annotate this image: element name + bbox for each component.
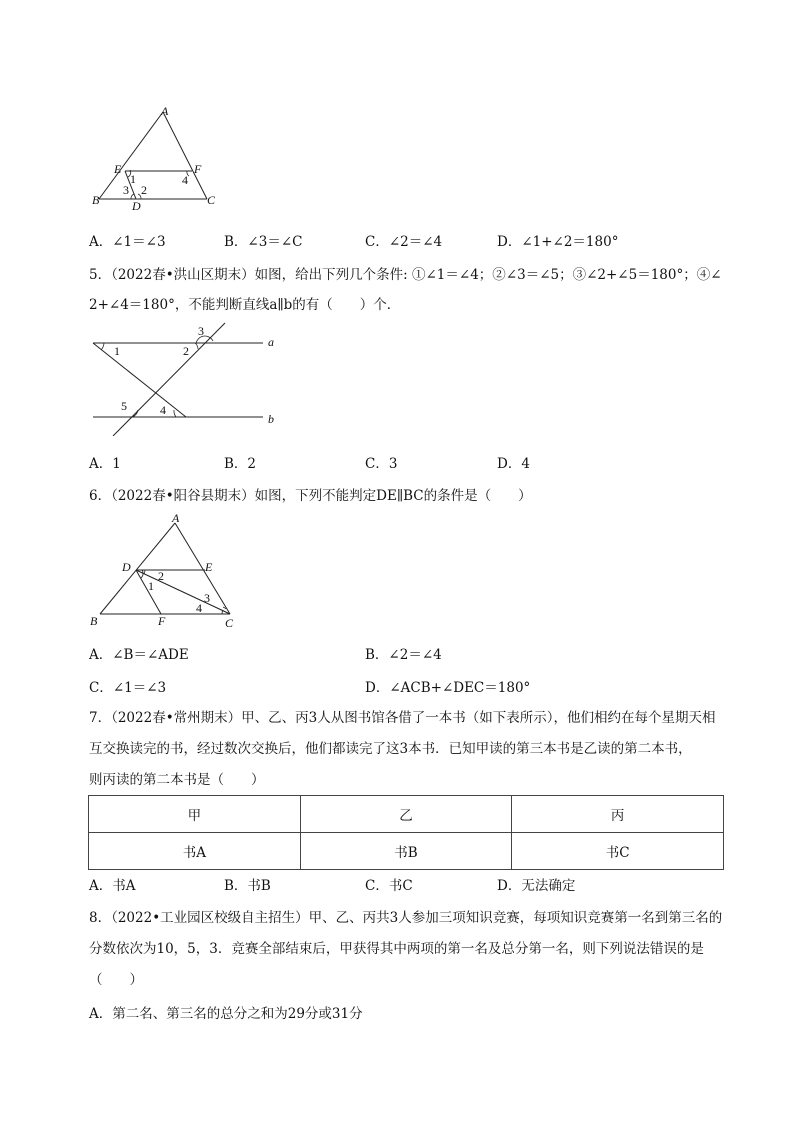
- q4-label-E: E: [114, 162, 122, 176]
- q5-option-b[interactable]: B．2: [224, 456, 257, 472]
- q4-option-d[interactable]: D．∠1+∠2＝180°: [497, 234, 619, 250]
- q4-option-c[interactable]: C．∠2＝∠4: [365, 234, 443, 250]
- q7-cell-book-a: 书A: [89, 833, 301, 870]
- q8-stem-line3: （ ）: [89, 972, 143, 988]
- q7-stem-line2: 互交换读完的书，经过数次交换后，他们都读完了这3本书．已知甲读的第三本书是乙读的第二本书，: [89, 741, 692, 757]
- q6-label-E: E: [205, 560, 213, 574]
- q6-label-3: 3: [204, 591, 210, 605]
- q7-books-table: [88, 795, 724, 870]
- q7-cell-book-b: 书B: [300, 833, 512, 870]
- q6-stem-line1: 6．（2022春•阳谷县期末）如图，下列不能判定DE∥BC的条件是（ ）: [89, 488, 532, 504]
- q6-label-A: A: [172, 511, 180, 525]
- q6-label-1: 1: [148, 579, 154, 593]
- q4-label-D: D: [132, 199, 141, 212]
- q7-stem-line3: 则丙读的第二本书是（ ）: [89, 772, 265, 788]
- table-row: [89, 796, 724, 833]
- q7-option-a[interactable]: A．书A: [89, 878, 136, 894]
- q6-label-4: 4: [196, 601, 202, 615]
- q6-label-C: C: [225, 616, 234, 630]
- q4-label-2: 2: [141, 183, 147, 197]
- q7-header-bing: 丙: [512, 796, 724, 833]
- q5-label-3: 3: [198, 324, 204, 338]
- q8-stem-line1: 8．（2022•工业园区校级自主招生）甲、乙、丙共3人参加三项知识竞赛，每项知识竞赛第一名到第三名的: [89, 910, 723, 926]
- q7-option-c[interactable]: C．书C: [365, 878, 413, 894]
- q4-label-3: 3: [123, 183, 129, 197]
- q5-label-b: b: [268, 412, 274, 426]
- q7-stem-line1: 7．（2022春•常州期末）甲、乙、丙3人从图书馆各借了一本书（如下表所示），他们相约在每个星期天相: [89, 710, 716, 726]
- q6-label-D: D: [122, 560, 131, 574]
- q6-option-b[interactable]: B．∠2＝∠4: [365, 647, 442, 663]
- q6-option-d[interactable]: D．∠ACB+∠DEC＝180°: [365, 680, 531, 696]
- q7-header-yi: 乙: [300, 796, 512, 833]
- q4-option-a[interactable]: A．∠1＝∠3: [89, 234, 166, 250]
- q6-label-F: F: [158, 614, 166, 628]
- q5-stem-line1: 5．（2022春•洪山区期末）如图，给出下列几个条件: ①∠1＝∠4；②∠3＝∠5；③∠2+∠5＝180°；④∠: [89, 267, 722, 283]
- q6-option-c[interactable]: C．∠1＝∠3: [89, 680, 167, 696]
- q5-stem-line2: 2+∠4＝180°，不能判断直线a∥b的有（ ）个．: [89, 297, 401, 313]
- q4-label-4: 4: [182, 173, 188, 187]
- q4-option-b[interactable]: B．∠3＝∠C: [224, 234, 303, 250]
- q5-option-d[interactable]: D．4: [497, 456, 530, 472]
- q8-stem-line2: 分数依次为10，5，3．竞赛全部结束后，甲获得其中两项的第一名及总分第一名，则下列说法错误的是: [89, 941, 704, 957]
- q5-label-5: 5: [121, 399, 127, 413]
- q5-label-1: 1: [114, 344, 120, 358]
- table-row: [89, 833, 724, 870]
- q5-label-2: 2: [183, 344, 189, 358]
- q7-header-jia: 甲: [89, 796, 301, 833]
- q5-label-4: 4: [160, 403, 166, 417]
- q6-label-2: 2: [158, 569, 164, 583]
- q4-label-F: F: [194, 162, 202, 176]
- q8-option-a[interactable]: A．第二名、第三名的总分之和为29分或31分: [89, 1006, 363, 1022]
- q5-parallel-lines-figure: [88, 318, 288, 436]
- q7-option-b[interactable]: B．书B: [224, 878, 271, 894]
- q5-option-a[interactable]: A．1: [89, 456, 121, 472]
- q4-label-B: B: [92, 193, 100, 207]
- q5-option-c[interactable]: C．3: [365, 456, 398, 472]
- q4-triangle-figure: [88, 100, 228, 212]
- q7-cell-book-c: 书C: [512, 833, 724, 870]
- q6-option-a[interactable]: A．∠B＝∠ADE: [89, 647, 189, 663]
- q5-label-a: a: [268, 335, 274, 349]
- q6-triangle-figure: [88, 508, 248, 632]
- q4-label-C: C: [207, 193, 216, 207]
- q6-label-B: B: [90, 614, 98, 628]
- q7-option-d[interactable]: D．无法确定: [497, 878, 576, 894]
- q4-label-A: A: [161, 104, 169, 118]
- q4-label-1: 1: [130, 172, 136, 186]
